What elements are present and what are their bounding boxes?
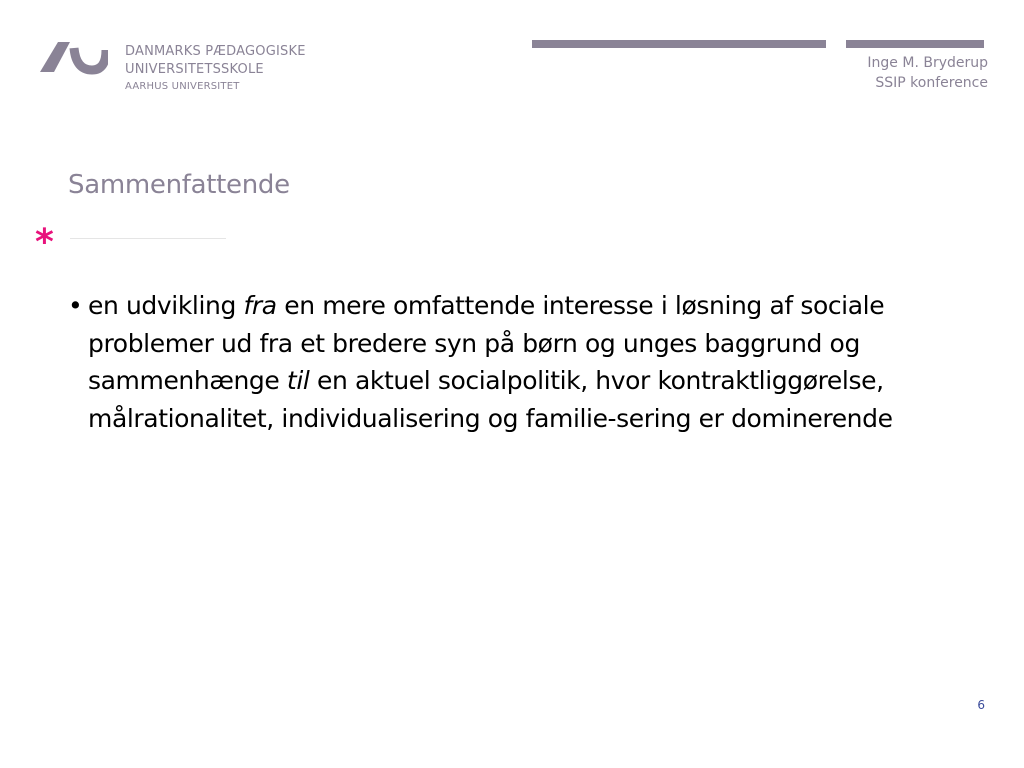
event-name: SSIP konference (875, 75, 988, 91)
bullet-text-part2: en mere omfattende interesse i løsning af sociale problemer ud fra et bredere syn på børn og unges baggrund og sammenhænge (88, 291, 885, 395)
au-logo-icon (40, 40, 108, 76)
asterisk-icon: * (35, 222, 54, 263)
presentation-meta (867, 53, 988, 93)
header-bar-right (846, 40, 984, 48)
bullet-text-part3: en aktuel socialpolitik, hvor kontraktliggørelse, målrationalitet, individualisering og familie-sering er dominerende (88, 366, 893, 433)
bullet-emphasis-fra: fra (243, 291, 277, 320)
bullet-text-part1: en udvikling (88, 291, 244, 320)
bullet-item (68, 287, 983, 437)
bullet-emphasis-til: til (286, 366, 310, 395)
org-name-line3: AARHUS UNIVERSITET (125, 81, 240, 92)
header-bar-left (532, 40, 826, 48)
bullet-list (68, 287, 983, 437)
org-name (125, 43, 306, 95)
org-name-line1: DANMARKS PÆDAGOGISKE (125, 44, 306, 59)
title-divider (70, 238, 226, 239)
author-name: Inge M. Bryderup (867, 55, 988, 71)
org-name-line2: UNIVERSITETSSKOLE (125, 62, 264, 77)
page-number: 6 (977, 698, 985, 712)
slide-title: Sammenfattende (68, 170, 290, 200)
